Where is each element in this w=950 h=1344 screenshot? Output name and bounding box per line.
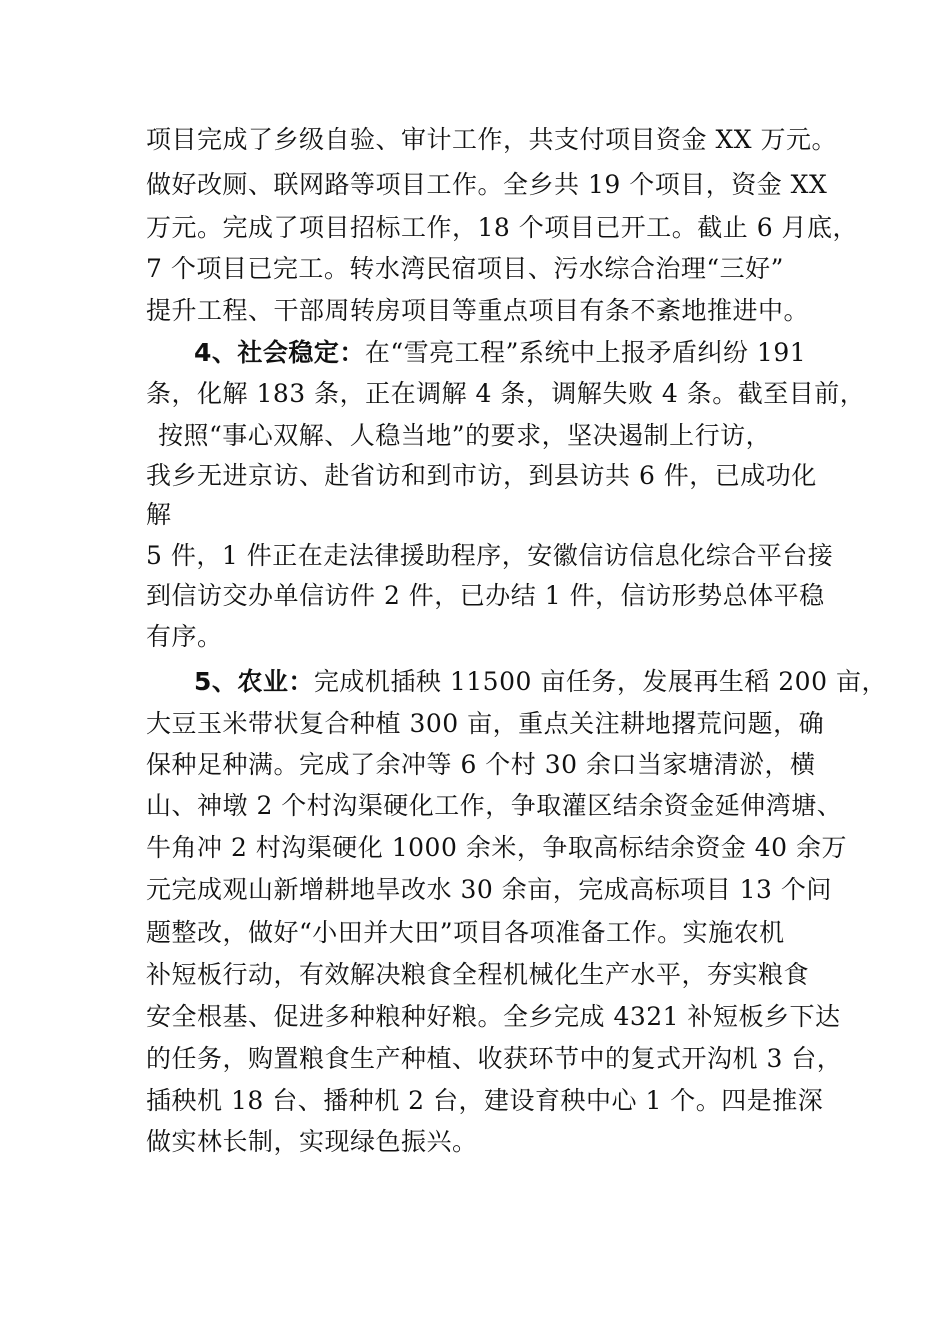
section-4-line-1	[194, 338, 806, 368]
section-5-line-7: 题整改，做好“小田并大田”项目各项准备工作。实施农机	[146, 918, 785, 947]
paragraph-1-line-4: 7 个项目已完工。转水湾民宿项目、污水综合治理“三好”	[146, 254, 784, 283]
paragraph-1-line-3: 万元。完成了项目招标工作，18 个项目已开工。截止 6 月底，	[146, 213, 859, 242]
section-4-line-7: 到信访交办单信访件 2 件，已办结 1 件，信访形势总体平稳	[146, 581, 825, 610]
section-4-first-line-text: 在“雪亮工程”系统中上报矛盾纠纷 191	[364, 338, 807, 367]
section-5-line-2: 大豆玉米带状复合种植 300 亩，重点关注耕地撂荒问题，确	[146, 709, 825, 738]
section-5-line-10: 的任务，购置粮食生产种植、收获环节中的复式开沟机 3 台，	[146, 1044, 843, 1073]
section-5-line-9: 安全根基、促进多种粮种好粮。全乡完成 4321 补短板乡下达	[146, 1002, 841, 1031]
section-5-line-12: 做实林长制，实现绿色振兴。	[146, 1127, 478, 1156]
section-4-line-8: 有序。	[146, 622, 223, 651]
section-4-line-2: 条，化解 183 条，正在调解 4 条，调解失败 4 条。截至目前，	[146, 379, 866, 408]
paragraph-1-line-1: 项目完成了乡级自验、审计工作，共支付项目资金 XX 万元。	[146, 125, 837, 154]
section-5-line-1	[194, 667, 887, 697]
section-5-heading: 5、农业：	[194, 667, 314, 696]
section-5-line-6: 元完成观山新增耕地旱改水 30 余亩，完成高标项目 13 个问	[146, 875, 832, 904]
section-5-line-11: 插秧机 18 台、播种机 2 台，建设育秧中心 1 个。四是推深	[146, 1086, 824, 1115]
section-5-line-8: 补短板行动，有效解决粮食全程机械化生产水平，夯实粮食	[146, 960, 810, 989]
section-5-line-4: 山、神墩 2 个村沟渠硬化工作，争取灌区结余资金延伸湾塘、	[146, 791, 843, 820]
section-4-line-3: 按照“事心双解、人稳当地”的要求，坚决遏制上行访，	[158, 421, 772, 450]
section-4-line-6: 5 件，1 件正在走法律援助程序，安徽信访信息化综合平台接	[146, 541, 834, 570]
section-5-line-5: 牛角冲 2 村沟渠硬化 1000 余米，争取高标结余资金 40 余万	[146, 833, 848, 862]
section-4-heading: 4、社会稳定：	[194, 338, 365, 367]
section-5-line-3: 保种足种满。完成了余冲等 6 个村 30 余口当家塘清淤，横	[146, 750, 816, 779]
section-4-line-5: 解	[146, 500, 172, 529]
paragraph-1-line-5: 提升工程、干部周转房项目等重点项目有条不紊地推进中。	[146, 296, 810, 325]
paragraph-1-line-2: 做好改厕、联网路等项目工作。全乡共 19 个项目，资金 XX	[146, 170, 828, 199]
section-5-first-line-text: 完成机插秧 11500 亩任务，发展再生稻 200 亩，	[313, 667, 887, 696]
section-4-line-4: 我乡无进京访、赴省访和到市访，到县访共 6 件，已成功化	[146, 461, 817, 490]
